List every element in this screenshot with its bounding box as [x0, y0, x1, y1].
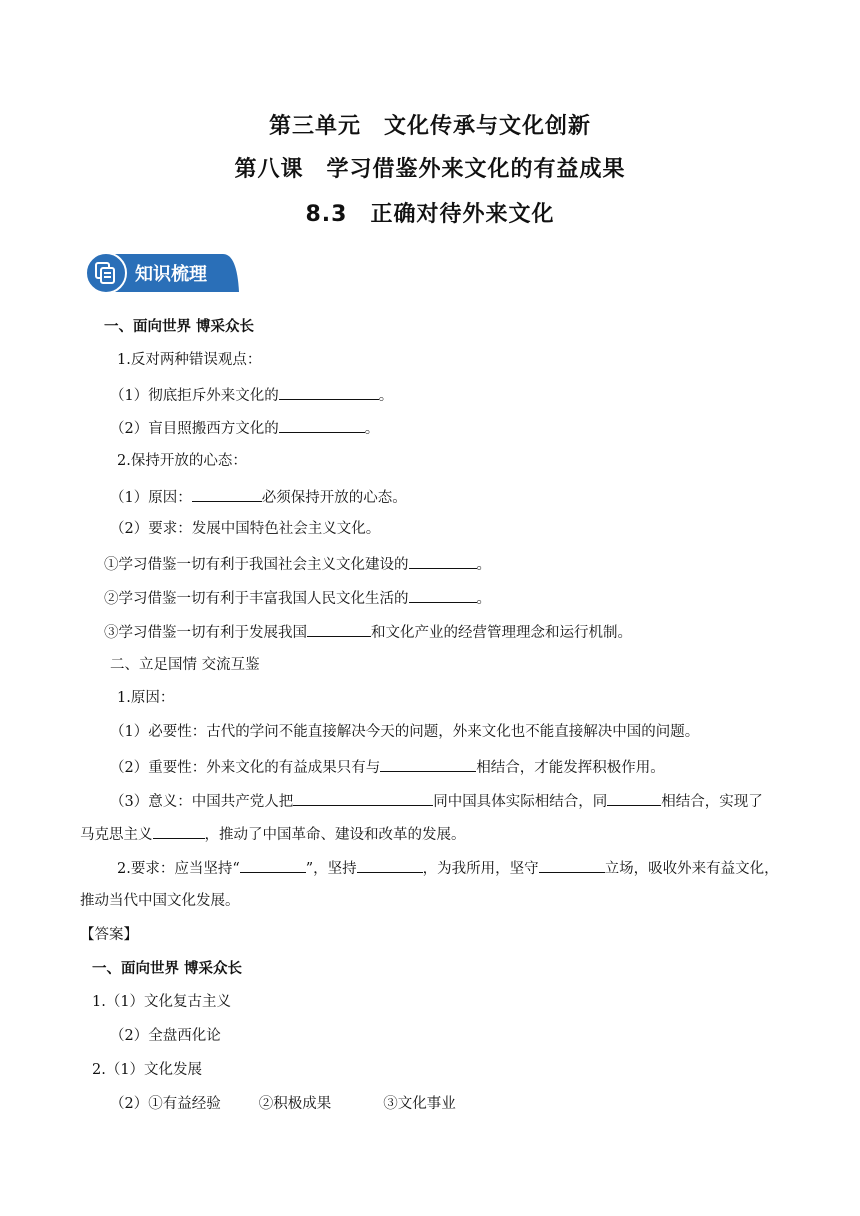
reason-1: （1）必要性：古代的学问不能直接解决今天的问题，外来文化也不能直接解决中国的问题。 [110, 724, 700, 740]
fill-blank [279, 417, 365, 433]
requirement: 2.要求：应当坚持“ ”，坚持 ，为我所用，坚守 立场，吸收外来有益文化， [117, 857, 779, 879]
fill-blank [240, 857, 306, 873]
part2-heading: 二、立足国情 交流互鉴 [110, 657, 260, 673]
requirement-cont: 推动当代中国文化发展。 [80, 893, 240, 909]
point-1-1: （1）彻底拒斥外来文化的 。 [110, 384, 393, 406]
part1-heading: 一、面向世界 博采众长 [104, 319, 255, 335]
section-title: 8.3 正确对待外来文化 [305, 202, 555, 227]
fill-blank [409, 553, 477, 569]
unit-title: 第三单元 文化传承与文化创新 [268, 114, 591, 139]
fill-blank [293, 790, 433, 806]
reason-3-cont: 马克思主义 ，推动了中国革命、建设和改革的发展。 [80, 823, 466, 845]
answer-2-1: 2.（1）文化发展 [92, 1062, 203, 1078]
answer-1-2: （2）全盘西化论 [110, 1028, 221, 1044]
reason-3: （3）意义：中国共产党人把 同中国具体实际相结合，同 相结合，实现了 [110, 790, 763, 812]
fill-blank [153, 823, 205, 839]
fill-blank [409, 587, 477, 603]
answer-heading: 一、面向世界 博采众长 [92, 961, 243, 977]
point-1: 1.反对两种错误观点： [117, 352, 262, 368]
circle-item-1: ①学习借鉴一切有利于我国社会主义文化建设的 。 [104, 553, 491, 575]
fill-blank [357, 857, 423, 873]
circle-item-2: ②学习借鉴一切有利于丰富我国人民文化生活的 。 [104, 587, 491, 609]
reason-2: （2）重要性：外来文化的有益成果只有与 相结合，才能发挥积极作用。 [110, 756, 665, 778]
fill-blank [380, 756, 476, 772]
knowledge-summary-badge [85, 252, 241, 294]
reason-point: 1.原因： [117, 690, 175, 706]
circle-item-3: ③学习借鉴一切有利于发展我国 和文化产业的经营管理理念和运行机制。 [104, 621, 632, 643]
lesson-title: 第八课 学习借鉴外来文化的有益成果 [234, 157, 626, 182]
fill-blank [279, 384, 379, 400]
answer-2-2: （2）①有益经验 ②积极成果 ③文化事业 [110, 1096, 456, 1112]
point-2-2: （2）要求：发展中国特色社会主义文化。 [110, 521, 381, 537]
point-2-1: （1）原因： 必须保持开放的心态。 [110, 486, 407, 508]
badge-graphic [85, 252, 241, 294]
fill-blank [192, 486, 262, 502]
point-2: 2.保持开放的心态： [117, 453, 247, 469]
fill-blank [607, 790, 661, 806]
fill-blank [307, 621, 371, 637]
badge-label: 知识梳理 [135, 264, 207, 285]
answer-label: 【答案】 [80, 927, 138, 943]
point-1-2: （2）盲目照搬西方文化的 。 [110, 417, 379, 439]
fill-blank [539, 857, 605, 873]
answer-1-1: 1.（1）文化复古主义 [92, 994, 232, 1010]
